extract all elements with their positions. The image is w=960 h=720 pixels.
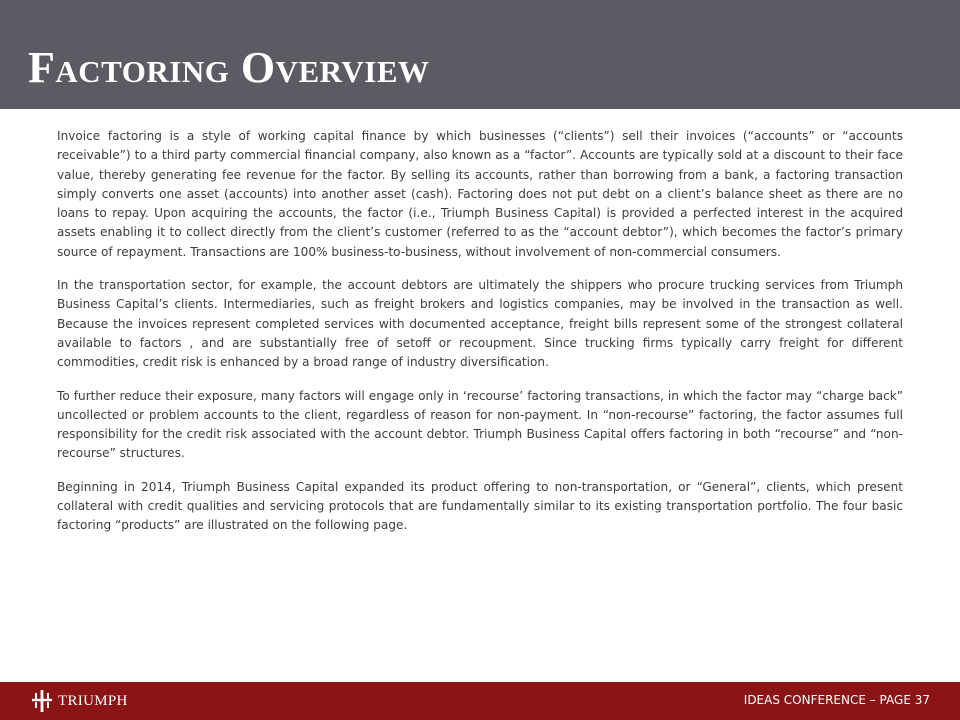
logo-wordmark: TRIUMPH	[58, 692, 128, 709]
paragraph-recourse: To further reduce their exposure, many factors will engage only in ‘recourse’ factoring transactions, in which the factor may “charge back” uncollected or problem accounts to the client, regardless of reason for non-payment. In “non-recourse” factoring, the factor assumes full responsibility for the credit risk associated with the account debtor. Triumph Business Capital offers factoring in both “recourse” and “non-recourse” structures.	[57, 388, 903, 461]
paragraph-transportation-sector: In the transportation sector, for example, the account debtors are ultimately the shippers who procure trucking services from Triumph Business Capital’s clients. Intermediaries, such as freight brokers and logistics companies, may be involved in the transaction as well. Because the invoices represent completed services with documented acceptance, freight bills represent some of the strongest collateral available to factors , and are substantially free of setoff or recoupment. Since trucking firms typically carry freight for different commodities, credit risk is enhanced by a broad range of industry diversification.	[57, 278, 903, 370]
header-bar	[0, 0, 960, 109]
triumph-cross-logo-icon	[32, 690, 52, 712]
footer-bar	[0, 682, 960, 720]
page-number-label: IDEAS CONFERENCE – PAGE 37	[743, 693, 930, 707]
body-content	[57, 127, 903, 550]
triumph-logo	[32, 690, 128, 712]
paragraph-general-clients: Beginning in 2014, Triumph Business Capital expanded its product offering to non-transportation, or “General”, clients, which present collateral with credit qualities and servicing protocols that are fundamentally similar to its existing transportation portfolio. The four basic factoring “products” are illustrated on the following page.	[57, 479, 903, 533]
paragraph-factoring-definition: Invoice factoring is a style of working capital finance by which businesses (“clients”) sell their invoices (“accounts” or “accounts receivable”) to a third party commercial financial company, also known as a “factor”. Accounts are typically sold at a discount to their face value, thereby generating fee revenue for the factor. By selling its accounts, rather than borrowing from a bank, a factoring transaction simply converts one asset (accounts) into another asset (cash). Factoring does not put debt on a client’s balance sheet as there are no loans to repay. Upon acquiring the accounts, the factor (i.e., Triumph Business Capital) is provided a perfected interest in the acquired assets enabling it to collect directly from the client’s customer (referred to as the “account debtor”), which becomes the factor’s primary source of repayment. Transactions are 100% business-to-business, without involvement of non-commercial consumers.	[57, 129, 903, 259]
page-title: Factoring Overview	[28, 43, 430, 92]
